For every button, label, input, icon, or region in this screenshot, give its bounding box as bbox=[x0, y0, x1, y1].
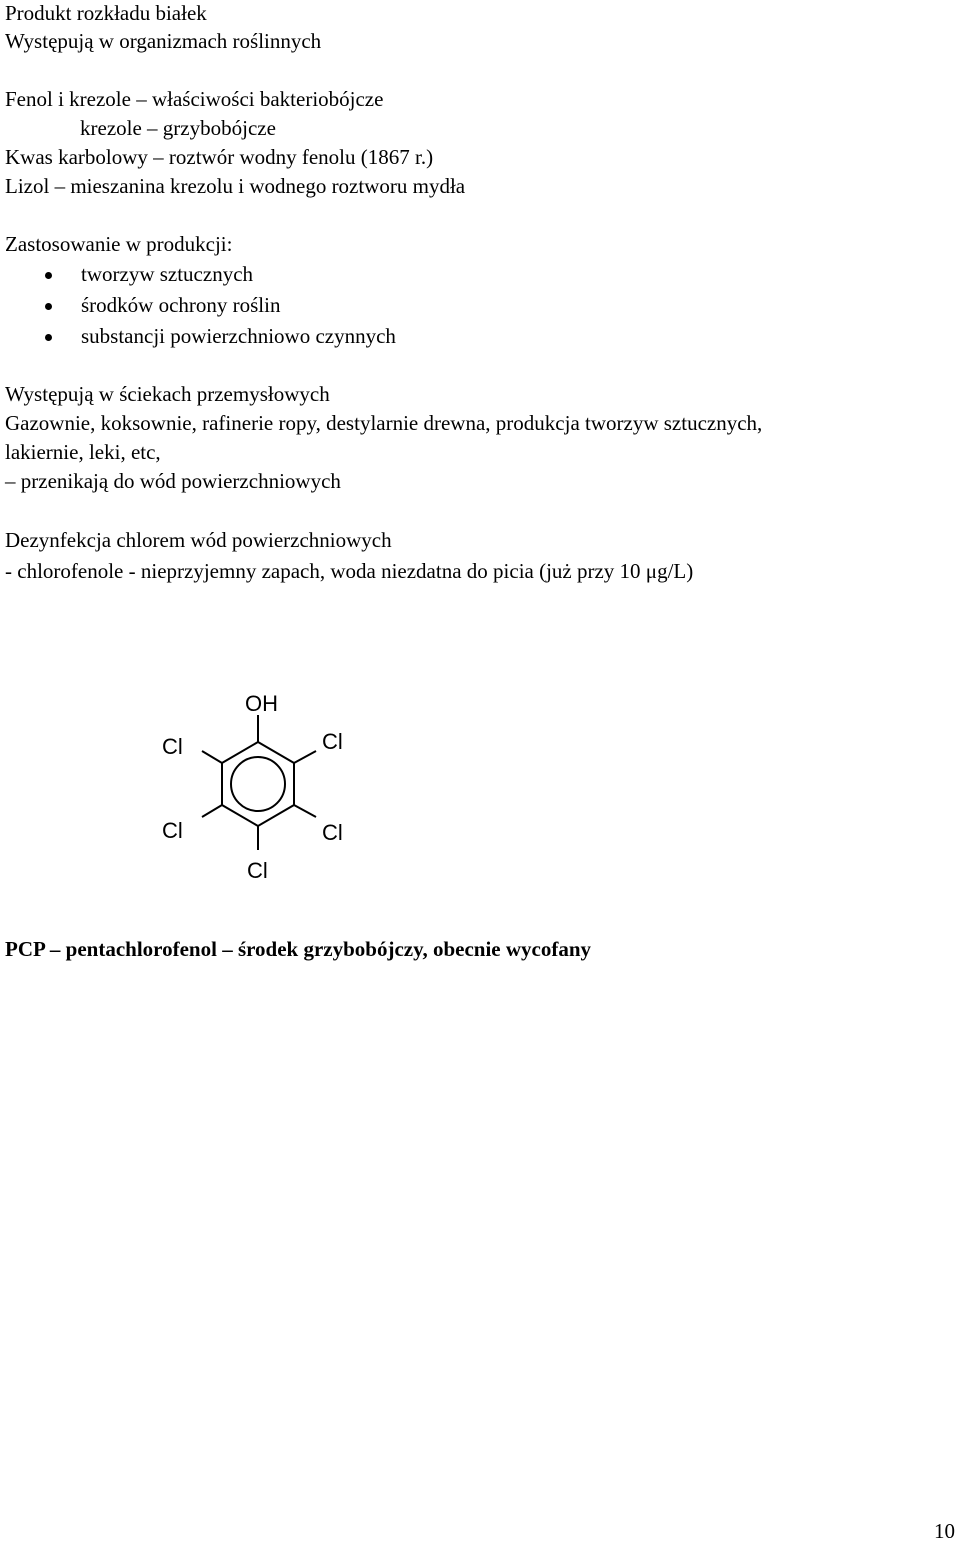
line-zastosowanie: Zastosowanie w produkcji: bbox=[5, 232, 233, 256]
bullet-item bbox=[45, 323, 396, 349]
line-produkt: Produkt rozkładu białek bbox=[5, 1, 207, 25]
bullet-label: środków ochrony roślin bbox=[81, 293, 281, 317]
line-wystepuja-rosliny: Występują w organizmach roślinnych bbox=[5, 29, 322, 53]
line-kwas-karbolowy: Kwas karbolowy – roztwór wodny fenolu (1867 r.) bbox=[5, 145, 434, 169]
bullet-icon bbox=[45, 303, 52, 310]
bullet-item bbox=[45, 261, 253, 287]
line-gazownie: Gazownie, koksownie, rafinerie ropy, destylarnie drewna, produkcja tworzyw sztucznych, bbox=[5, 411, 763, 435]
line-lizol: Lizol – mieszanina krezolu i wodnego roztworu mydła bbox=[5, 174, 466, 198]
page-number: 10 bbox=[934, 1519, 955, 1543]
bond-cl-upper-left bbox=[202, 751, 222, 763]
bullet-label: tworzyw sztucznych bbox=[81, 262, 254, 286]
bullet-label: substancji powierzchniowo czynnych bbox=[81, 324, 396, 348]
bullet-icon bbox=[45, 272, 52, 279]
benzene-ring bbox=[222, 742, 294, 826]
aromatic-circle bbox=[231, 757, 285, 811]
label-cl-lower-left: Cl bbox=[162, 818, 183, 843]
label-cl-lower-right: Cl bbox=[322, 820, 343, 845]
line-krezole: krezole – grzybobójcze bbox=[80, 116, 276, 140]
bond-cl-upper-right bbox=[294, 751, 316, 763]
label-oh: OH bbox=[245, 691, 278, 716]
bullet-icon bbox=[45, 334, 52, 341]
bullet-item bbox=[45, 292, 280, 318]
line-przenikaja: – przenikają do wód powierzchniowych bbox=[5, 469, 341, 493]
bond-cl-lower-left bbox=[202, 805, 222, 817]
bond-cl-lower-right bbox=[294, 805, 316, 817]
pentachlorophenol-structure bbox=[150, 685, 370, 890]
label-cl-bottom: Cl bbox=[247, 858, 268, 883]
line-dezynfekcja: Dezynfekcja chlorem wód powierzchniowych bbox=[5, 528, 392, 552]
label-cl-upper-left: Cl bbox=[162, 734, 183, 759]
line-lakiernie: lakiernie, leki, etc, bbox=[5, 440, 161, 464]
line-pcp: PCP – pentachlorofenol – środek grzybobójczy, obecnie wycofany bbox=[5, 937, 592, 961]
line-chlorofenole: - chlorofenole - nieprzyjemny zapach, woda niezdatna do picia (już przy 10 μg/L) bbox=[5, 559, 694, 583]
line-scieki: Występują w ściekach przemysłowych bbox=[5, 382, 330, 406]
label-cl-upper-right: Cl bbox=[322, 729, 343, 754]
line-fenol: Fenol i krezole – właściwości bakteriobójcze bbox=[5, 87, 384, 111]
